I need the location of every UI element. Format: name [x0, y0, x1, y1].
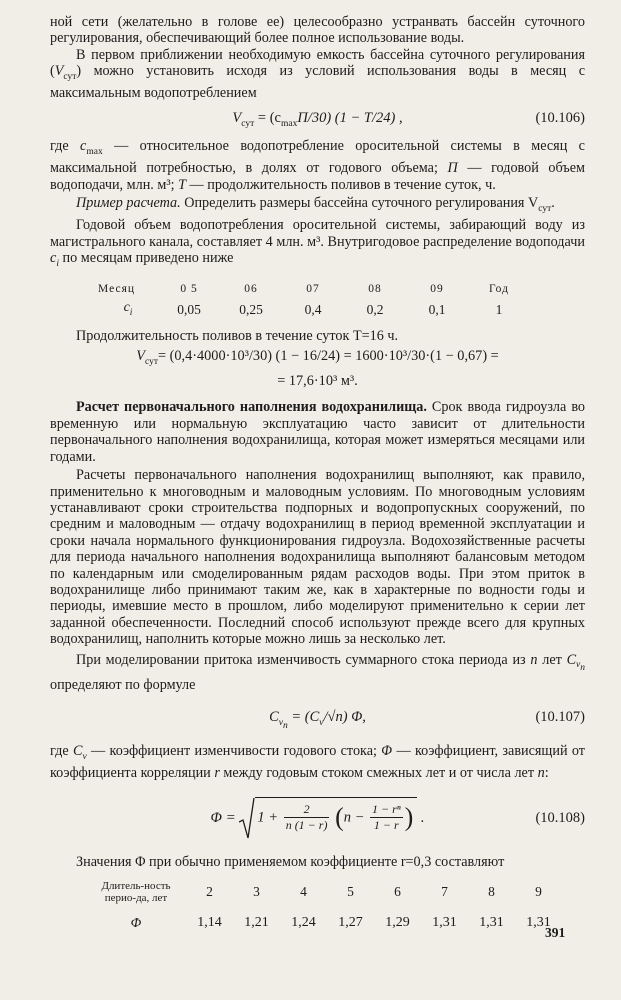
paragraph-1: ной сети (желательно в голове ее) целесообразно устранвать бассейн суточного регулирования, обеспечивающий более полное использование воды. [50, 14, 585, 47]
page-content [50, 14, 585, 933]
paragraph-8: Расчеты первоначального наполнения водохранилищ выполняют, как правило, применительно к многоводным и маловодным условиям. По многоводным условиям устанавливают сроки строительства подпорных и водопропускных сооружений, по средним и маловодным — отдачу водохранилищ в период временной эксплуатации и сроки начала нормального функционирования гидроузла. Водохозяйственные расчеты для периода начального наполнения водохранилища выполняют балансовым методом по календарным или смоделированным рядам расходов воды. При этом приток в водохранилище либо принимают таким же, как в характерные по водности годы и периоды, имевшие место в прошлом, либо моделируют применительно к серии лет заданной обеспеченности. Последний способ используют прежде всего для крупных водохранилищ, наполнить которые можно лишь за несколько лет. [50, 467, 585, 648]
equation-number: (10.108) [535, 809, 585, 826]
paragraph-3: где $c_{max}$ — относительное водопотребление оросительной системы в месяц с максимальной потребностью, в долях от годового объема; П — годовой объем водоподачи, млн. м³; T — продолжительность поливов в течение суток, ч. [50, 137, 585, 193]
fraction: $\frac{2}{n (1 - r)}$ [285, 801, 328, 832]
sqrt-symbol: 1 + $\frac{2}{n (1 - r)}$ (n − $\frac{\text{1 − rⁿ}}{1 - r}$ ) [239, 796, 417, 840]
paragraph-10: где $C_v$ — коэффициент изменчивости годового стока; Φ — коэффициент, зависящий от коэффициента корреляции r между годовым стоком смежных лет и от числа лет n: [50, 743, 585, 782]
table-header-row: Месяц 0 5 06 07 08 09 Год [98, 283, 509, 296]
paragraph-2: В первом приближении необходимую емкость бассейна суточного регулирования $(V_{сут})$ можно установить исходя из условий использования воды в месяц с максимальным водопотреблением [50, 46, 585, 102]
paragraph-6: Продолжительность поливов в течение суток T=16 ч. [76, 327, 399, 344]
phi-values-table [86, 880, 562, 932]
calculation-line-2: = 17,6·10³ м³. [277, 373, 358, 390]
radical-icon [239, 796, 255, 840]
paragraph-example: Пример расчета. Определить размеры бассейна суточного регулирования $V_{сут}$. [76, 194, 555, 214]
calculation-line-1: $V_{сут}= (0,4\cdot 4000\cdot 10^3/30) (1 - 16/24) = 1600\cdot 10^3/30\cdot(1 - 0,67)$ = [136, 348, 499, 368]
paragraph-5: Годовой объем водопотребления оросительной системы, забирающий воду из магистрального канала, составляет 4 млн. м³. Внутригодовое распределение водоподачи $c_i$ по месяцам приведено ниже [50, 217, 585, 269]
equation-10-107: $C_{v_n} = (C_v/√n)$ Φ, (10.107) [269, 709, 585, 731]
monthly-distribution-table [98, 280, 530, 322]
table-row: $c_i$ 0,05 0,25 0,4 0,2 0,1 1 [123, 299, 503, 318]
table-header-row: Длитель-ность перио-да, лет 2 3 4 5 6 7 8 9 [101, 880, 542, 904]
equation-number: (10.106) [535, 109, 585, 126]
paragraph-9: При моделировании притока изменчивость суммарного стока периода из n лет $C_{v_n}$ определяют по формуле [50, 651, 585, 693]
table-row: Φ 1,14 1,21 1,24 1,27 1,29 1,31 1,31 1,31 [130, 915, 551, 931]
paragraph-7: Расчет первоначального наполнения водохранилища. Срок ввода гидроузла во временную или нормальную эксплуатацию часто зависит от длительности первоначального наполнения водохранилища, которая может измеряться месяцами или годами. [50, 399, 586, 465]
equation-10-108: Φ = 1 + $\frac{2}{n (1 - r)}$ (n − $\frac{\text{1 − rⁿ}}{1 - r}$ ) . (10.108) [50, 792, 585, 844]
fraction: $\frac{\text{1 − rⁿ}}{1 - r}$ [372, 801, 401, 832]
equation-number: (10.107) [535, 709, 585, 726]
equation-10-106: $V_{сут} = (c_{max}П/30) (1 - T/24)$ , (10.106) [232, 109, 585, 129]
paragraph-11: Значения Φ при обычно применяемом коэффициенте r=0,3 составляют [76, 853, 505, 870]
page-number: 391 [545, 925, 566, 940]
